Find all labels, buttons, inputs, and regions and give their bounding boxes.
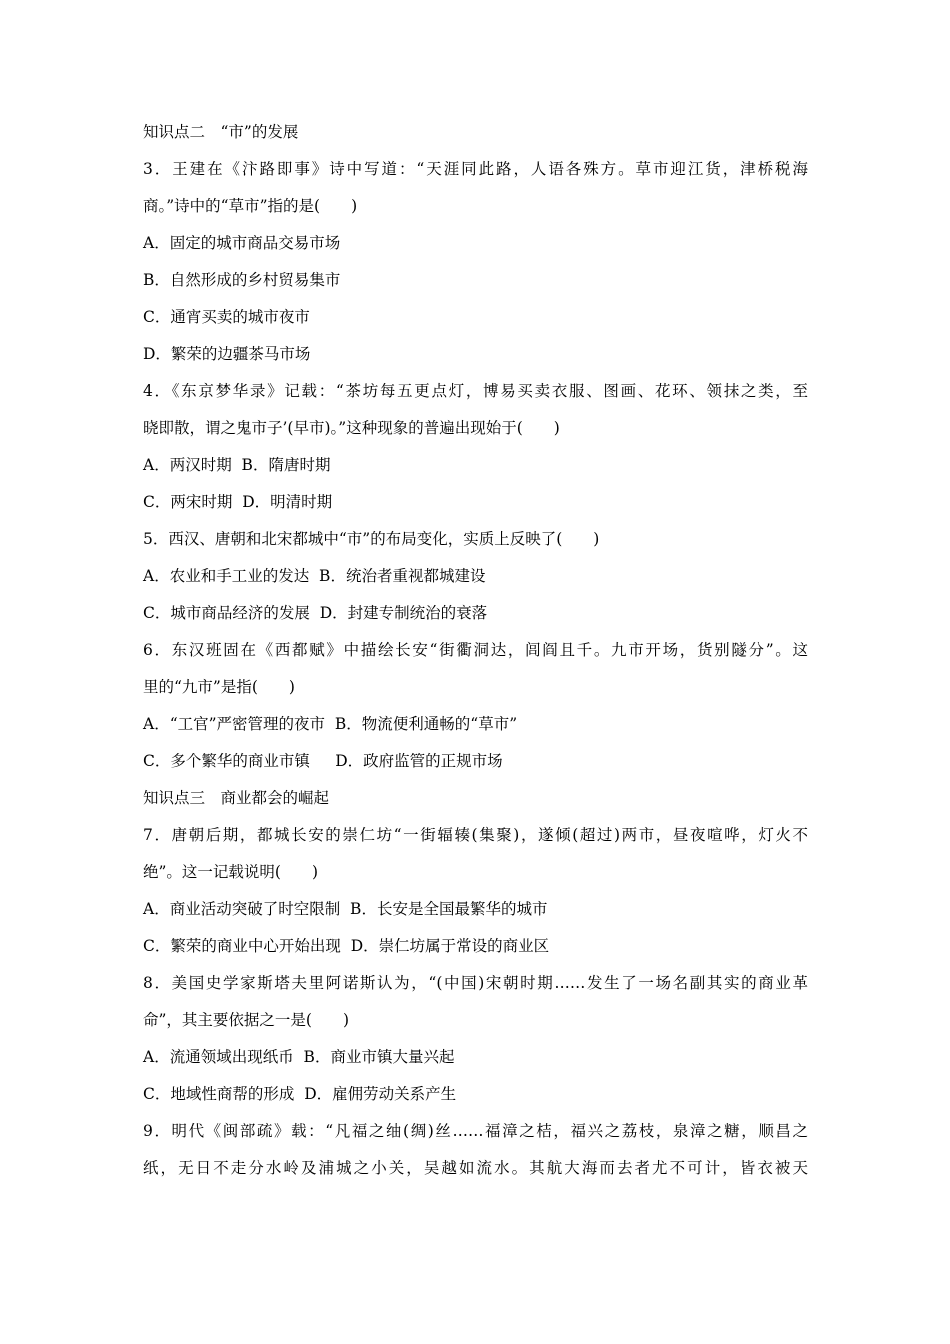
text-line: 知识点二 “市”的发展 (143, 123, 299, 141)
text-line: A．固定的城市商品交易市场 (143, 234, 341, 252)
text-line: 命”，其主要依据之一是( ) (143, 1011, 350, 1029)
text-line: 9．明代《闽部疏》载：“凡福之䌷(绸)丝……福漳之桔，福兴之荔枝，泉漳之糖，顺昌之 (143, 1122, 808, 1140)
text-line: A．两汉时期 B．隋唐时期 (143, 456, 331, 474)
text-line: 里的“九市”是指( ) (143, 678, 295, 696)
text-line: 纸，无日不走分水岭及浦城之小关，吴越如流水。其航大海而去者尤不可计，皆衣被天 (143, 1159, 808, 1177)
text-line: C．通宵买卖的城市夜市 (143, 308, 310, 326)
text-line: A．农业和手工业的发达 B．统治者重视都城建设 (143, 567, 486, 585)
text-line: A．流通领域出现纸币 B．商业市镇大量兴起 (143, 1048, 455, 1066)
text-line: 知识点三 商业都会的崛起 (143, 789, 330, 807)
text-line: 5．西汉、唐朝和北宋都城中“市”的布局变化，实质上反映了( ) (143, 530, 600, 548)
text-line: 8．美国史学家斯塔夫里阿诺斯认为，“(中国)宋朝时期……发生了一场名副其实的商业革 (143, 974, 808, 992)
text-line: 4．《东京梦华录》记载：“茶坊每五更点灯，博易买卖衣服、图画、花环、领抹之类，至 (143, 382, 808, 400)
text-line: C．城市商品经济的发展 D．封建专制统治的衰落 (143, 604, 488, 622)
text-line: A．商业活动突破了时空限制 B．长安是全国最繁华的城市 (143, 900, 548, 918)
text-line: 6．东汉班固在《西都赋》中描绘长安“街衢洞达，闾阎且千。九市开场，货别隧分”。这 (143, 641, 808, 659)
text-line: B．自然形成的乡村贸易集市 (143, 271, 341, 289)
text-line: 商。”诗中的“草市”指的是( ) (143, 197, 358, 215)
text-line: C．繁荣的商业中心开始出现 D．崇仁坊属于常设的商业区 (143, 937, 550, 955)
text-line: 3．王建在《汴路即事》诗中写道：“天涯同此路，人语各殊方。草市迎江货，津桥税海 (143, 160, 808, 178)
text-line: 7．唐朝后期，都城长安的崇仁坊“一街辐辏(集聚)，遂倾(超过)两市，昼夜喧哗，灯火不 (143, 826, 808, 844)
text-line: A．“工官”严密管理的夜市 B．物流便利通畅的“草市” (143, 715, 518, 733)
text-line: D．繁荣的边疆茶马市场 (143, 345, 311, 363)
text-line: 绝”。这一记载说明( ) (143, 863, 319, 881)
text-line: C．多个繁华的商业市镇 D．政府监管的正规市场 (143, 752, 503, 770)
document-body (143, 122, 808, 1195)
text-line: 晓即散，谓之鬼市子’(早市)。”这种现象的普遍出现始于( ) (143, 419, 560, 437)
text-line: C．两宋时期 D．明清时期 (143, 493, 333, 511)
text-line: C．地域性商帮的形成 D．雇佣劳动关系产生 (143, 1085, 457, 1103)
